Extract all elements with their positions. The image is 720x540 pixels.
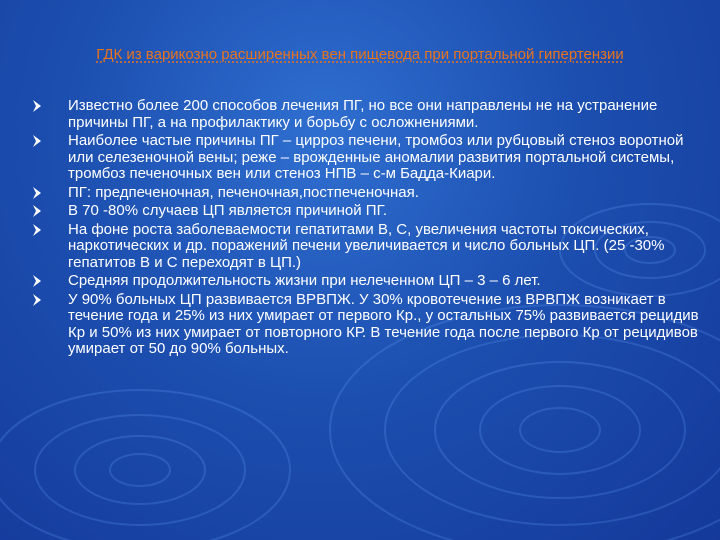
- arrowhead-bullet-icon: [32, 204, 42, 218]
- arrowhead-bullet-icon: [32, 274, 42, 288]
- bullet-text: В 70 -80% случаев ЦП является причиной ПГ.: [68, 202, 388, 219]
- list-item: [10, 133, 700, 183]
- slide-title: ГДК из варикозно расширенных вен пищевода при портальной гипертензии: [96, 46, 624, 63]
- list-item: [10, 292, 700, 358]
- bullet-list: [10, 98, 700, 360]
- bullet-text: Средняя продолжительность жизни при нелеченном ЦП – 3 – 6 лет.: [68, 272, 541, 289]
- arrowhead-bullet-icon: [32, 293, 42, 307]
- bullet-text: ПГ: предпеченочная, печеночная,постпеченочная.: [68, 183, 419, 201]
- bullet-text: У 90% больных ЦП развивается ВРВПЖ. У 30% кровотечение из ВРВПЖ возникает в течение года и 25% из них умирает от первого Кр., у остальных 75% развивается рецидив Кр и 50% из них умирает от повторного КР. В течение года после первого Кр от рецидивов умирает от 50 до 90% больных.: [68, 290, 699, 357]
- list-item: [10, 185, 700, 202]
- bullet-text: На фоне роста заболеваемости гепатитами В, С, увеличения частоты токсических, наркотических и др. поражений печени увеличивается и число больных ЦП. (25 -30% гепатитов В и С переходят в ЦП.): [68, 220, 665, 271]
- list-item: [10, 98, 700, 131]
- bullet-text: Наиболее частые причины ПГ – цирроз печени, тромбоз или рубцовый стеноз воротной или селезеночной вены; реже – врожденные аномалии развития портальной системы, тромбоз печеночных вен или стеноз НПВ – с-м Бадда-Киари.: [68, 132, 684, 182]
- arrowhead-bullet-icon: [32, 223, 42, 237]
- bullet-text: Известно более 200 способов лечения ПГ, но все они направлены не на устранение причины ПГ, а на профилактику и борьбу с осложнениями.: [68, 97, 658, 131]
- arrowhead-bullet-icon: [32, 99, 42, 113]
- list-item: [10, 203, 700, 220]
- arrowhead-bullet-icon: [32, 134, 42, 148]
- list-item: [10, 222, 700, 272]
- list-item: [10, 273, 700, 290]
- arrowhead-bullet-icon: [32, 186, 42, 200]
